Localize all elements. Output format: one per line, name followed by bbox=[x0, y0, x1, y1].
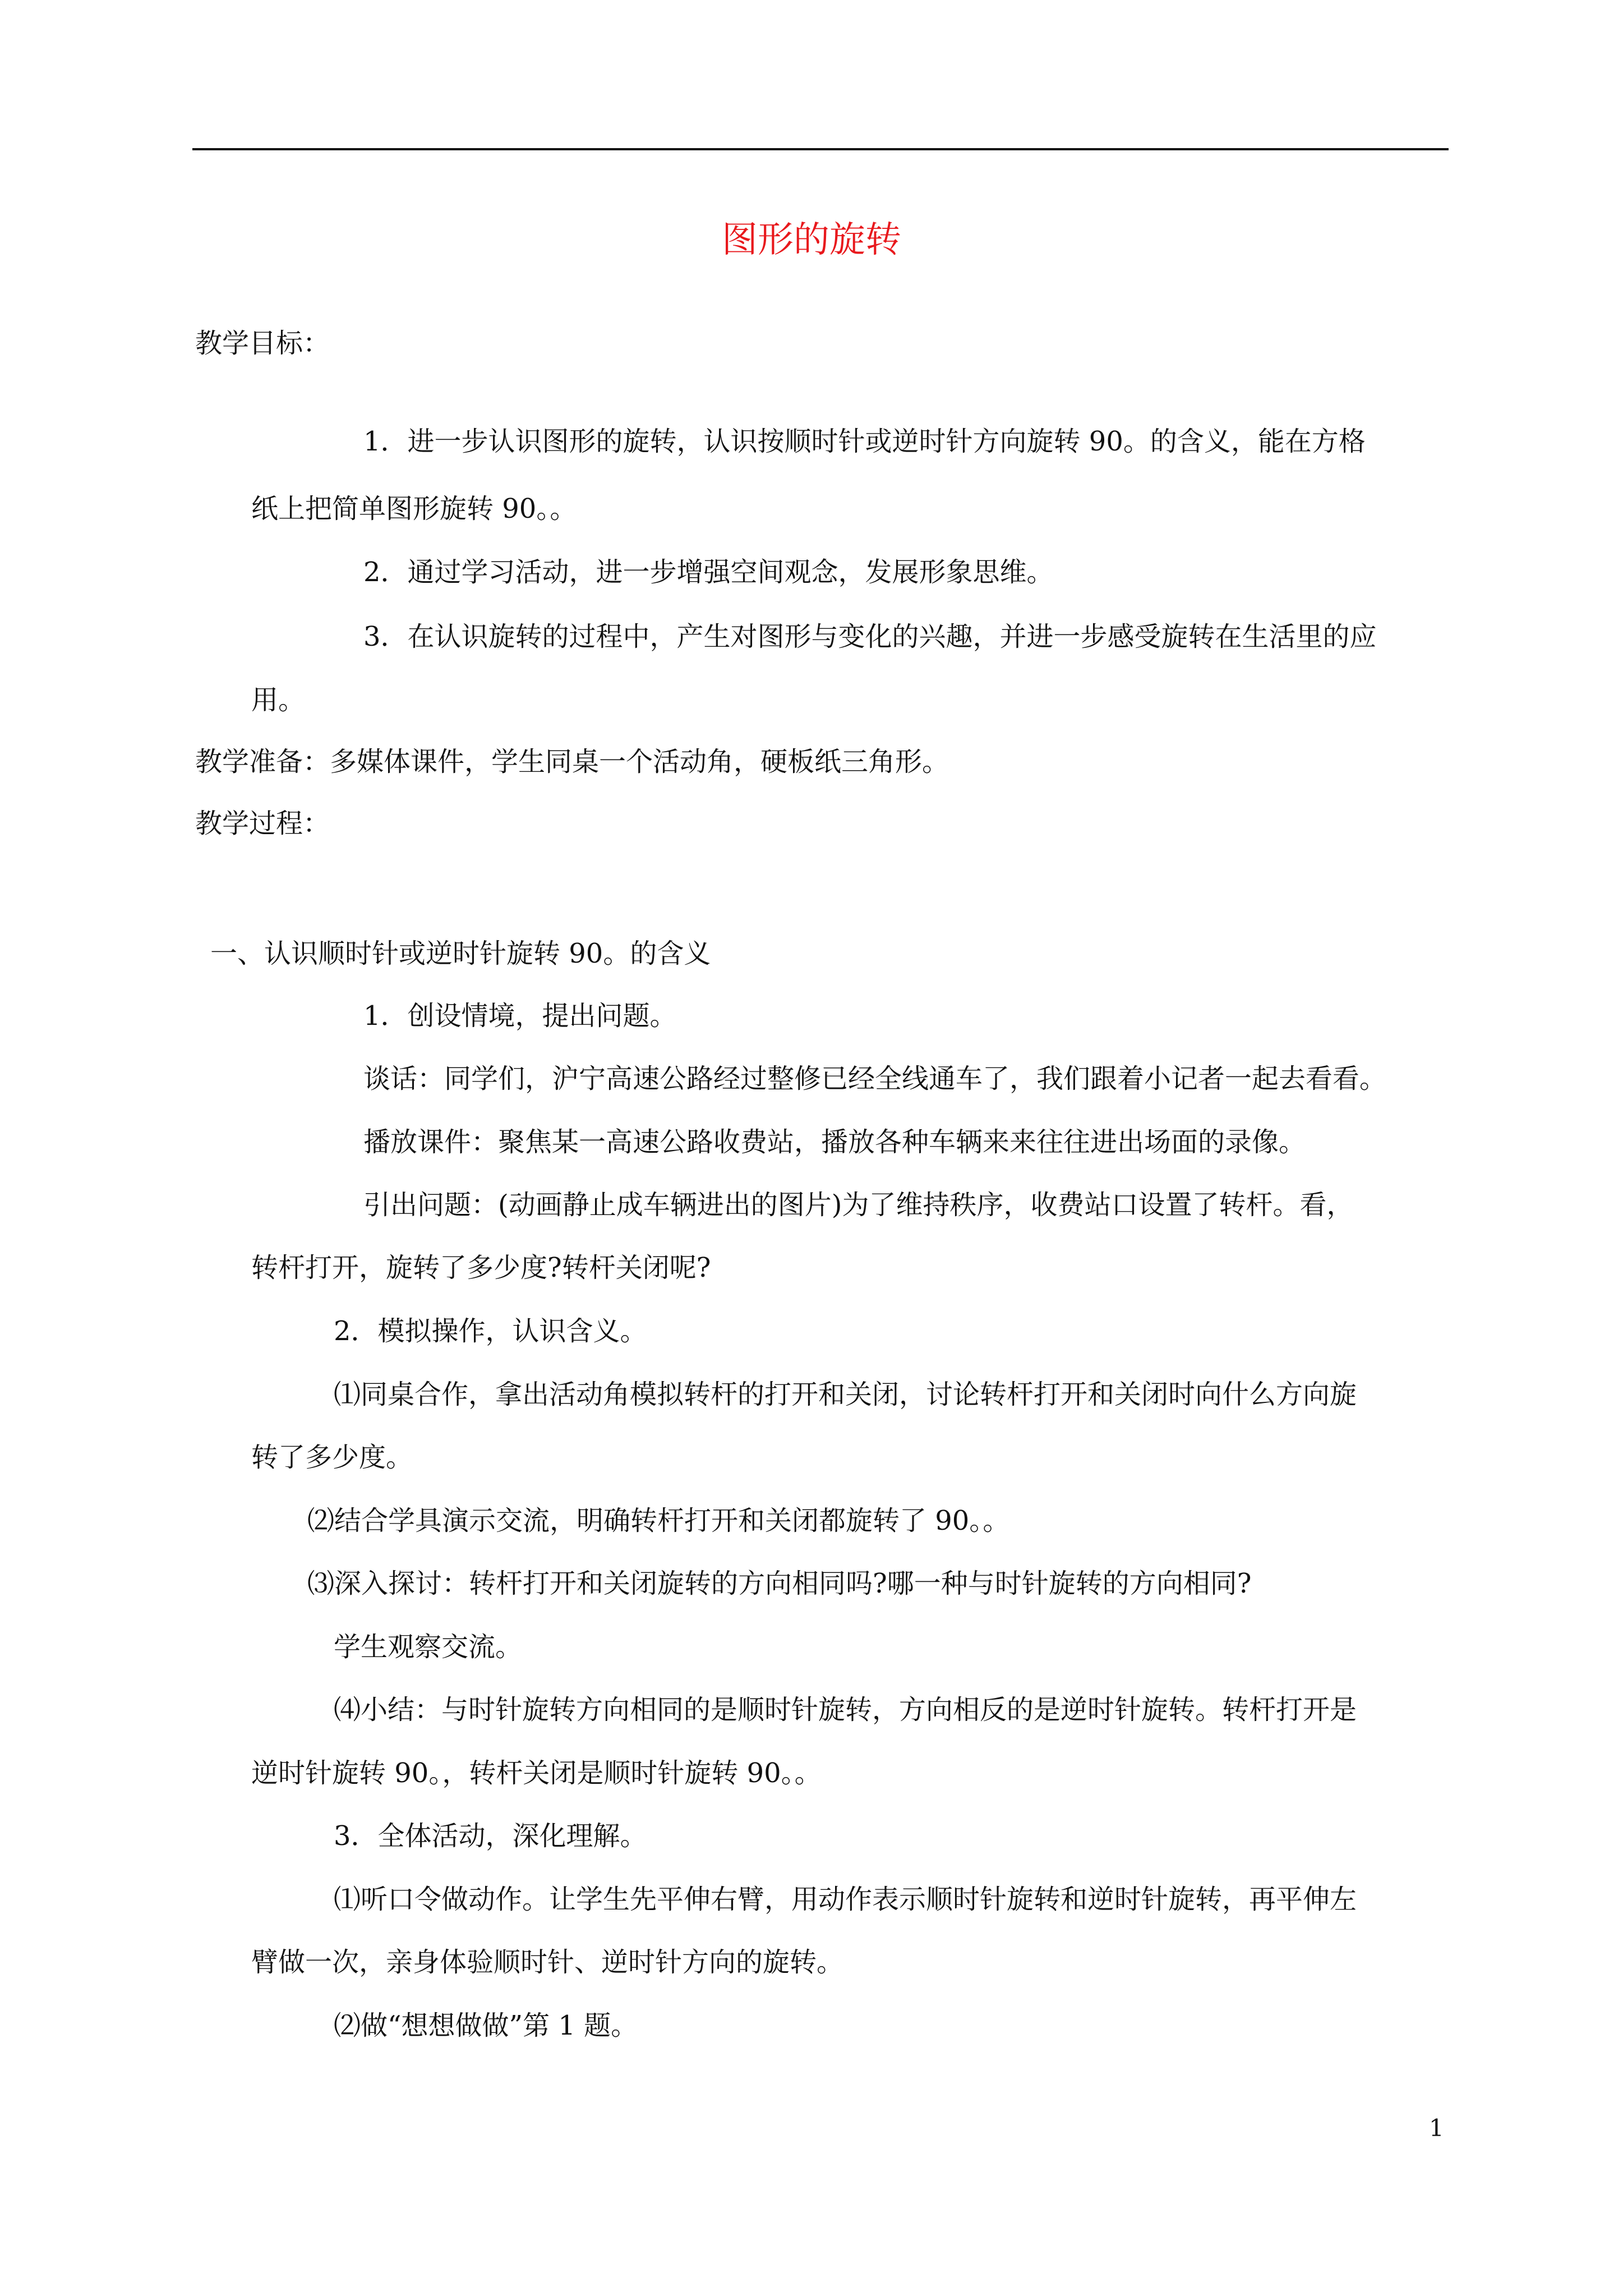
page-number: 1 bbox=[1429, 2114, 1444, 2142]
section-label-process: 教学过程： bbox=[195, 808, 330, 839]
item-4-line-1: ⑷小结：与时针旋转方向相同的是顺时针旋转，方向相反的是逆时针旋转。转杆打开是 bbox=[334, 1694, 1357, 1726]
item-3: ⑶深入探讨：转杆打开和关闭旋转的方向相同吗?哪一种与时针旋转的方向相同? bbox=[307, 1568, 1252, 1599]
objective-1-line-2: 纸上把简单图形旋转 90。。 bbox=[251, 493, 577, 524]
header-rule bbox=[192, 148, 1449, 150]
activity-1-line-1: ⑴听口令做动作。让学生先平伸右臂，用动作表示顺时针旋转和逆时针旋转，再平伸左 bbox=[334, 1884, 1357, 1915]
document-title: 图形的旋转 bbox=[722, 219, 901, 261]
item-2: ⑵结合学具演示交流，明确转杆打开和关闭都旋转了 90。。 bbox=[307, 1505, 1010, 1536]
step-2-heading: 2．模拟操作，认识含义。 bbox=[334, 1315, 647, 1347]
item-3-note: 学生观察交流。 bbox=[334, 1631, 523, 1663]
activity-2: ⑵做“想想做做”第 1 题。 bbox=[334, 2010, 638, 2041]
section-label-objectives: 教学目标： bbox=[195, 328, 330, 359]
item-1-line-1: ⑴同桌合作，拿出活动角模拟转杆的打开和关闭，讨论转杆打开和关闭时向什么方向旋 bbox=[334, 1379, 1357, 1410]
objective-2: 2．通过学习活动，进一步增强空间观念，发展形象思维。 bbox=[363, 556, 1054, 588]
paragraph-play: 播放课件：聚焦某一高速公路收费站，播放各种车辆来来往往进出场面的录像。 bbox=[363, 1126, 1306, 1158]
item-1-line-2: 转了多少度。 bbox=[251, 1442, 413, 1473]
step-3-heading: 3．全体活动，深化理解。 bbox=[334, 1820, 647, 1852]
objective-3-line-2: 用。 bbox=[251, 684, 306, 716]
section-label-preparation: 教学准备：多媒体课件，学生同桌一个活动角，硬板纸三角形。 bbox=[195, 746, 949, 777]
part-1-heading: 一、认识顺时针或逆时针旋转 90。的含义 bbox=[210, 938, 711, 969]
item-4-line-2: 逆时针旋转 90。，转杆关闭是顺时针旋转 90。。 bbox=[251, 1757, 822, 1789]
objective-3-line-1: 3．在认识旋转的过程中，产生对图形与变化的兴趣，并进一步感受旋转在生活里的应 bbox=[363, 621, 1377, 652]
activity-1-line-2: 臂做一次，亲身体验顺时针、逆时针方向的旋转。 bbox=[251, 1947, 844, 1978]
objective-1-line-1: 1．进一步认识图形的旋转，认识按顺时针或逆时针方向旋转 90。的含义，能在方格 bbox=[363, 426, 1366, 457]
step-1-heading: 1．创设情境，提出问题。 bbox=[363, 1000, 677, 1032]
paragraph-question-line-2: 转杆打开，旋转了多少度?转杆关闭呢? bbox=[251, 1252, 711, 1283]
paragraph-talk: 谈话：同学们，沪宁高速公路经过整修已经全线通车了，我们跟着小记者一起去看看。 bbox=[363, 1063, 1387, 1094]
paragraph-question-line-1: 引出问题：(动画静止成车辆进出的图片)为了维持秩序，收费站口设置了转杆。看， bbox=[363, 1189, 1354, 1221]
